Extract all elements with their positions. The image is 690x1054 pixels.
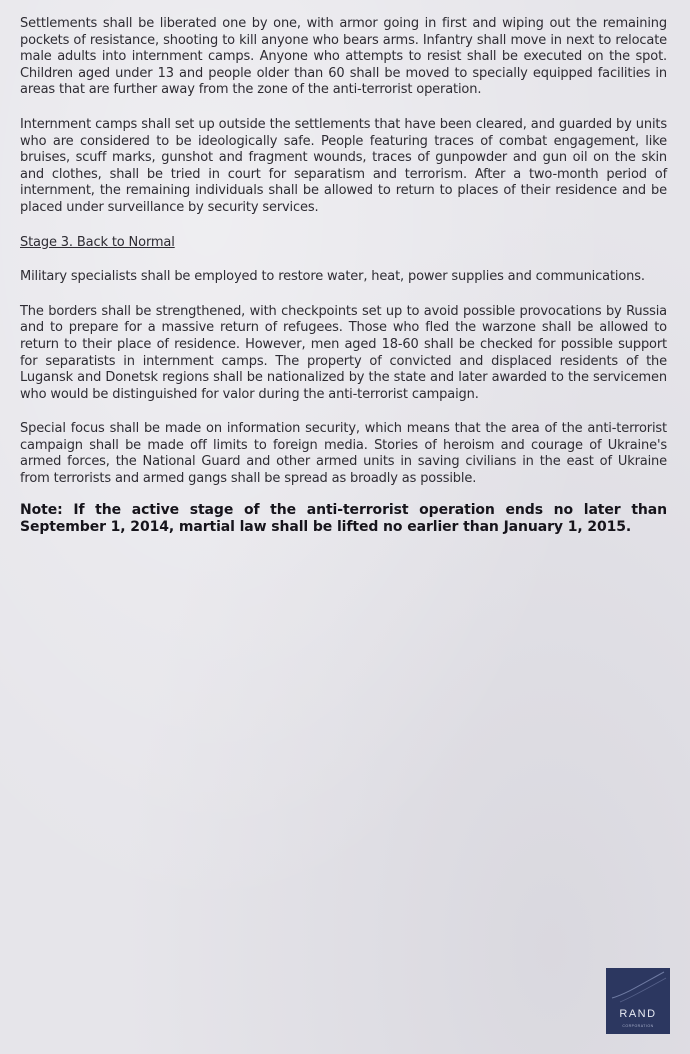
paragraph-liberation: Settlements shall be liberated one by one, with armor going in first and wiping out the remaining pockets of resistance, shooting to kill anyone who bears arms. Infantry shall move in next to relocate male adults into internment camps. Anyone who attempts to resist shall be executed on the spot. Children aged under 13 and people older than 60 shall be moved to specially equipped facilities in areas that are further away from the zone of the anti-terrorist operation. [20,16,667,98]
paragraph-information-security: Special focus shall be made on information security, which means that the area of the anti-terrorist campaign shall be made off limits to foreign media. Stories of heroism and courage of Ukraine's armed forces, the National Guard and other armed units in saving civilians in the east of Ukraine from terrorists and armed gangs shall be spread as broadly as possible. [20,421,667,487]
logo-wordmark: RAND [619,1008,657,1020]
note-martial-law: Note: If the active stage of the anti-terrorist operation ends no later than September 1, 2014, martial law shall be lifted no earlier than January 1, 2015. [20,501,667,536]
rand-logo [606,968,670,1034]
paragraph-internment-camps: Internment camps shall set up outside the settlements that have been cleared, and guarded by units who are considered to be ideologically safe. People featuring traces of combat engagement, like bruises, scuff marks, gunshot and fragment wounds, traces of gunpowder and gun oil on the skin and clothes, shall be tried in court for separatism and terrorism. After a two-month period of internment, the remaining individuals shall be allowed to return to places of their residence and be placed under surveillance by security services. [20,116,667,215]
logo-subtitle: CORPORATION [622,1024,654,1028]
document-body [20,16,667,537]
paragraph-military-specialists: Military specialists shall be employed to restore water, heat, power supplies and communications. [20,269,645,285]
paragraph-borders: The borders shall be strengthened, with checkpoints set up to avoid possible provocations by Russia and to prepare for a massive return of refugees. Those who fled the warzone shall be allowed to return to their place of residence. However, men aged 18-60 shall be checked for possible support for separatists in internment camps. The property of convicted and displaced residents of the Lugansk and Donetsk regions shall be nationalized by the state and later awarded to the servicemen who would be distinguished for valor during the anti-terrorist campaign. [20,303,667,402]
section-heading-stage-3: Stage 3. Back to Normal [20,234,175,250]
